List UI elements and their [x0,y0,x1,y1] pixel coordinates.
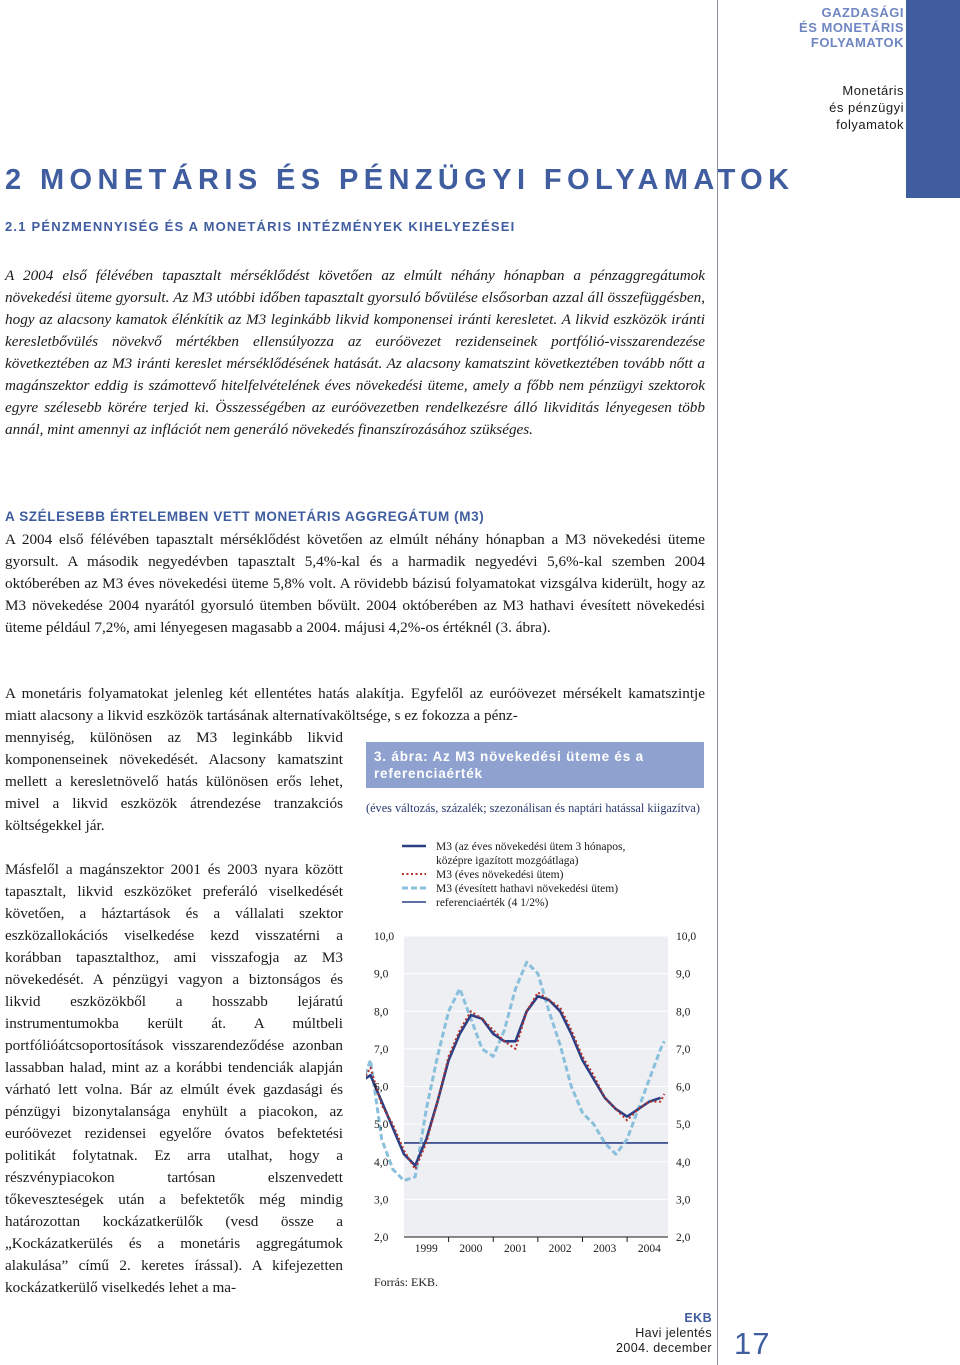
side-note-line-1: Monetáris [842,83,904,98]
y-tick-label-left: 10,0 [374,931,395,943]
y-tick-label-left: 3,0 [374,1194,389,1207]
y-tick-label-right: 5,0 [676,1119,691,1132]
y-tick-label-right: 8,0 [676,1006,691,1019]
x-tick-label: 1999 [414,1243,438,1255]
y-tick-label-right: 4,0 [676,1156,691,1169]
section-title: 2.1 PÉNZMENNYISÉG ÉS A MONETÁRIS INTÉZMÉNYEK KIHELYEZÉSEI [5,219,516,234]
footer-publication: Havi jelentés [635,1326,712,1340]
body-paragraph-1: A 2004 első félévében tapasztalt mérséklődést követően az elmúlt néhány hónapban a M3 növekedési üteme gyorsult. A második negyedévben tapasztalt 5,4%-kal és a harmadik negyedévi 5,6%-kal szemben 2004 októberében az M3 éves növekedési üteme 5,8% volt. A rövidebb bázisú folyamatokat vizsgálva kiderült, hogy az M3 növekedése 2004 nyarától gyorsuló ütemben bővült. 2004 októberében az M3 hathavi évesített növekedési üteme például 7,2%, ami lényegesen magasabb a 2004. májusi 4,2%-os értéknél (3. ábra). [5,531,705,636]
side-note-line-2: és pénzügyi [829,100,904,115]
y-tick-label-left: 7,0 [374,1043,389,1056]
chart-m3-growth [366,834,704,1294]
y-tick-label-left: 2,0 [374,1232,389,1244]
chart-subtitle: (éves változás, százalék; szezonálisan és naptári hatással kiigazítva) [366,801,700,815]
chart-legend [402,841,626,909]
page-number: 17 [734,1326,771,1361]
legend-label-m3_3m: középre igazított mozgóátlaga) [436,855,579,867]
y-tick-label-left: 6,0 [374,1081,389,1094]
chapter-side-note [754,82,904,133]
footer-date: 2004. december [616,1341,712,1355]
y-tick-label-left: 8,0 [374,1006,389,1019]
body-paragraph-2-continued: mennyiség, különösen az M3 leginkább likvid komponenseinek növekedését. Alacsony kamatszint mellett a keresletnövelő hatás különösen erős lehet, mivel a likvid eszközök átrendezése tranzakciós költségekkel jár. [5,729,343,834]
legend-label-m3_3m: M3 (az éves növekedési ütem 3 hónapos, [436,841,626,853]
chart-source: Forrás: EKB. [374,1275,438,1289]
x-tick-label: 2004 [637,1243,661,1255]
y-tick-label-right: 3,0 [676,1194,691,1207]
y-tick-label-left: 4,0 [374,1156,389,1169]
y-tick-label-right: 6,0 [676,1081,691,1094]
side-note-line-3: folyamatok [836,117,904,132]
x-tick-label: 2000 [459,1243,483,1255]
legend-label-m3_6m: M3 (évesített hathavi növekedési ütem) [436,883,619,895]
intro-paragraph: A 2004 első félévében tapasztalt mérséklődést követően az elmúlt néhány hónapban a pénzaggregátumok növekedési üteme gyorsult. Az M3 utóbbi időben tapasztalt gyorsuló bővülése elsősorban azzal áll összefüggésben, hogy az alacsony kamatok élénkítik az M3 leginkább likvid komponensei iránti keresletet. A likvid eszközök iránti keresletbővülés növekvő mértékben ellensúlyozza az euróövezet rezidenseinek portfólió-visszarendezése következtében az M3 iránti kereslet mérséklődésének hatását. Az alacsony kamatszint következtében tovább nőtt a magánszektor eddig is számottevő hitelfelvételének éves növekedési üteme, amely a főbb nem pénzügyi szektorok egyre szélesebb körére terjed ki. Összességében az euróövezetben rendelkezésre álló likviditás lényegesen több annál, mint amennyi az inflációt nem generáló növekedés finanszírozásához szükséges. [5,267,705,438]
chart-title: 3. ábra: Az M3 növekedési üteme és a referenciaérték [366,742,704,788]
section-tab-line-3: FOLYAMATOK [810,35,904,50]
page-footer [616,1311,712,1356]
y-tick-label-left: 5,0 [374,1119,389,1132]
y-tick-label-right: 9,0 [676,968,691,981]
column-divider [717,0,718,1365]
x-tick-label: 2003 [593,1243,617,1255]
chapter-title: 2 MONETÁRIS ÉS PÉNZÜGYI FOLYAMATOK [5,164,795,196]
section-tab-line-2: ÉS MONETÁRIS [799,20,904,35]
footer-org: EKB [684,1311,712,1325]
chart-svg [366,834,704,1294]
x-tick-label: 2001 [504,1243,528,1255]
y-tick-label-left: 9,0 [374,968,389,981]
section-tab-marker [906,0,960,198]
y-tick-label-right: 7,0 [676,1043,691,1056]
x-tick-label: 2002 [548,1243,572,1255]
subsection-heading: A SZÉLESEBB ÉRTELEMBEN VETT MONETÁRIS AGGREGÁTUM (M3) [5,509,485,524]
y-tick-label-right: 10,0 [676,931,697,943]
legend-label-m3_annual: M3 (éves növekedési ütem) [436,869,564,881]
body-paragraph-2: A monetáris folyamatokat jelenleg két ellentétes hatás alakítja. Egyfelől az euróövezet mérsékelt kamatszintje miatt alacsony a likvid eszközök tartásának alternatívaköltsége, s ez fokozza a pénz- [5,685,705,724]
section-tab-line-1: GAZDASÁGI [821,5,904,20]
body-paragraph-3: Másfelől a magánszektor 2001 és 2003 nyara között tapasztalt, likvid eszközöket preferáló viselkedését követően, a háztartások és a vállalati szektor eszközallokációs viselkedése kezd visszatérni a korábban tapasztalthoz, ami visszafogja az M3 növekedését. A pénzügyi vagyon a biztonságos és likvid eszközökből a hosszabb lejáratú instrumentumokba került át. A múltbeli portfólióátcsoportosítások visszarendeződése azonban lassabban halad, mint az a korábbi tendenciák alapján várható lett volna. Bár az elmúlt évek gazdasági és pénzügyi bizonytalansága enyhült a piacokon, az euróövezet rezidensei egyelőre óvatos befektetési politikát folytatnak. Ez arra utalhat, hogy a részvénypiacokon tartósan elszenvedett tőkeveszteségek után a befektetők még mindig határozottan kockázatkerülők (vesd össze a „Kockázatkerülés és a monetáris aggregátumok alakulása” című 2. keretes írással). A kifejezetten kockázatkerülő viselkedés lehet a ma- [5,861,343,1296]
legend-label-reference: referenciaérték (4 1/2%) [436,897,549,909]
y-tick-label-right: 2,0 [676,1232,691,1244]
